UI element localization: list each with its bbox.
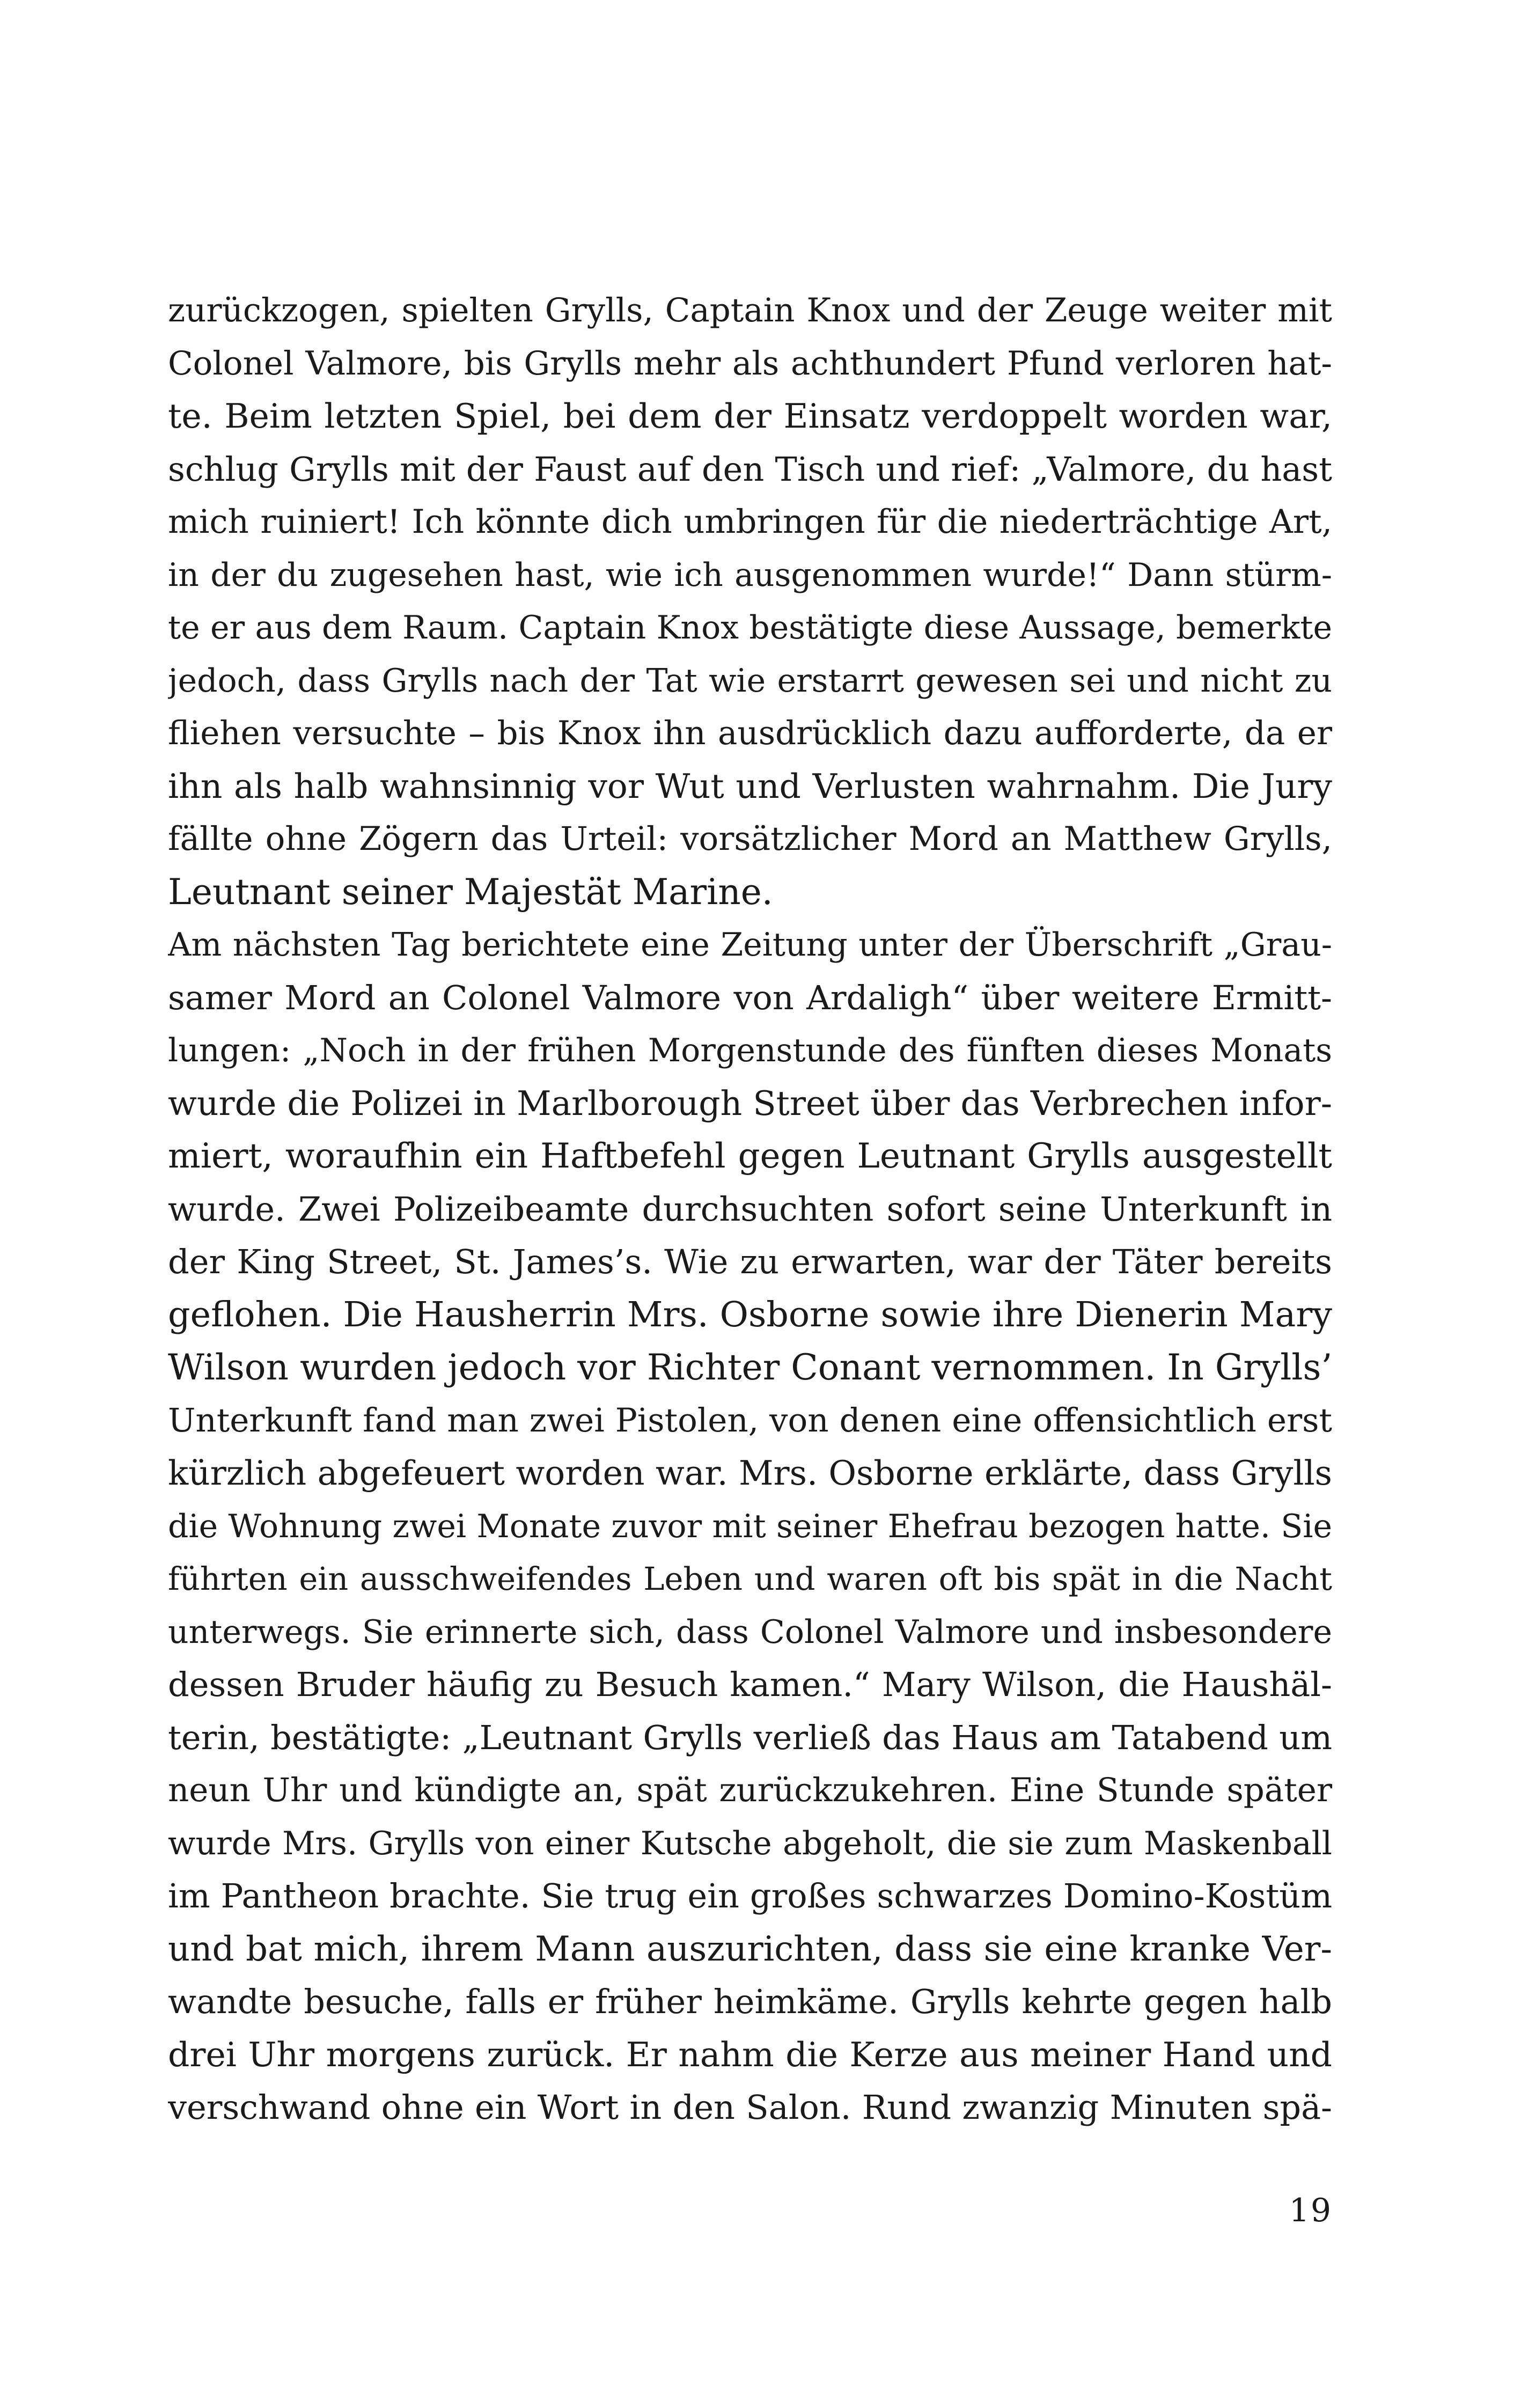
text-line: der King Street, St. James’s. Wie zu erwarten, war der Täter bereits xyxy=(168,1242,1332,1281)
text-line: jedoch, dass Grylls nach der Tat wie erstarrt gewesen sei und nicht zu xyxy=(168,662,1332,700)
text-line: Colonel Valmore, bis Grylls mehr als achthundert Pfund verloren hat- xyxy=(168,344,1332,383)
text-line: neun Uhr und kündigte an, spät zurückzukehren. Eine Stunde später xyxy=(168,1771,1332,1809)
text-line: te. Beim letzten Spiel, bei dem der Einsatz verdoppelt worden war, xyxy=(168,397,1332,436)
text-line: wandte besuche, falls er früher heimkäme. Grylls kehrte gegen halb xyxy=(168,1982,1332,2021)
page-number: 19 xyxy=(1289,2192,1332,2229)
text-line: fliehen versuchte – bis Knox ihn ausdrücklich dazu aufforderte, da er xyxy=(168,714,1332,752)
text-line: samer Mord an Colonel Valmore von Ardaligh“ über weitere Ermitt- xyxy=(168,978,1332,1017)
text-line: kürzlich abgefeuert worden war. Mrs. Osborne erklärte, dass Grylls xyxy=(168,1453,1332,1493)
text-line: fällte ohne Zögern das Urteil: vorsätzlicher Mord an Matthew Grylls, xyxy=(168,820,1332,858)
text-line: unterwegs. Sie erinnerte sich, dass Colonel Valmore und insbesondere xyxy=(168,1613,1332,1651)
text-line: ihn als halb wahnsinnig vor Wut und Verlusten wahrnahm. Die Jury xyxy=(168,766,1332,806)
text-line: führten ein ausschweifendes Leben und waren oft bis spät in die Nacht xyxy=(168,1560,1332,1597)
text-line: wurde Mrs. Grylls von einer Kutsche abgeholt, die sie zum Maskenball xyxy=(168,1824,1332,1862)
text-line: verschwand ohne ein Wort in den Salon. Rund zwanzig Minuten spä- xyxy=(168,2088,1332,2127)
text-line: wurde. Zwei Polizeibeamte durchsuchten sofort seine Unterkunft in xyxy=(168,1189,1332,1229)
text-line: im Pantheon brachte. Sie trug ein großes schwarzes Domino-Kostüm xyxy=(168,1876,1332,1915)
text-line: zurückzogen, spielten Grylls, Captain Knox und der Zeuge weiter mit xyxy=(168,291,1332,329)
text-line: schlug Grylls mit der Faust auf den Tisch und rief: „Valmore, du hast xyxy=(168,449,1332,489)
text-line: Leutnant seiner Majestät Marine. xyxy=(168,871,773,913)
text-line: lungen: „Noch in der frühen Morgenstunde des fünften dieses Monats xyxy=(168,1032,1332,1069)
text-line: in der du zugesehen hast, wie ich ausgenommen wurde!“ Dann stürm- xyxy=(168,556,1332,594)
body-text xyxy=(168,284,1332,2134)
text-line: dessen Bruder häufig zu Besuch kamen.“ Mary Wilson, die Haushäl- xyxy=(168,1665,1332,1704)
text-line: miert, woraufhin ein Haftbefehl gegen Leutnant Grylls ausgestellt xyxy=(168,1136,1332,1176)
text-line: Am nächsten Tag berichtete eine Zeitung unter der Überschrift „Grau- xyxy=(168,926,1332,964)
text-line: die Wohnung zwei Monate zuvor mit seiner Ehefrau bezogen hatte. Sie xyxy=(168,1507,1332,1545)
text-line: geflohen. Die Hausherrin Mrs. Osborne sowie ihre Dienerin Mary xyxy=(168,1294,1332,1335)
text-line: mich ruiniert! Ich könnte dich umbringen für die niederträchtige Art, xyxy=(168,503,1332,541)
text-line: wurde die Polizei in Marlborough Street über das Verbrechen infor- xyxy=(168,1083,1332,1123)
text-line: te er aus dem Raum. Captain Knox bestätigte diese Aussage, bemerkte xyxy=(168,609,1332,647)
text-line: Unterkunft fand man zwei Pistolen, von denen eine offensichtlich erst xyxy=(168,1401,1332,1440)
text-line: drei Uhr morgens zurück. Er nahm die Kerze aus meiner Hand und xyxy=(168,2035,1332,2074)
text-line: terin, bestätigte: „Leutnant Grylls verließ das Haus am Tatabend um xyxy=(168,1717,1332,1757)
text-line: Wilson wurden jedoch vor Richter Conant vernommen. In Grylls’ xyxy=(168,1347,1332,1388)
text-line: und bat mich, ihrem Mann auszurichten, dass sie eine kranke Ver- xyxy=(168,1929,1332,1969)
